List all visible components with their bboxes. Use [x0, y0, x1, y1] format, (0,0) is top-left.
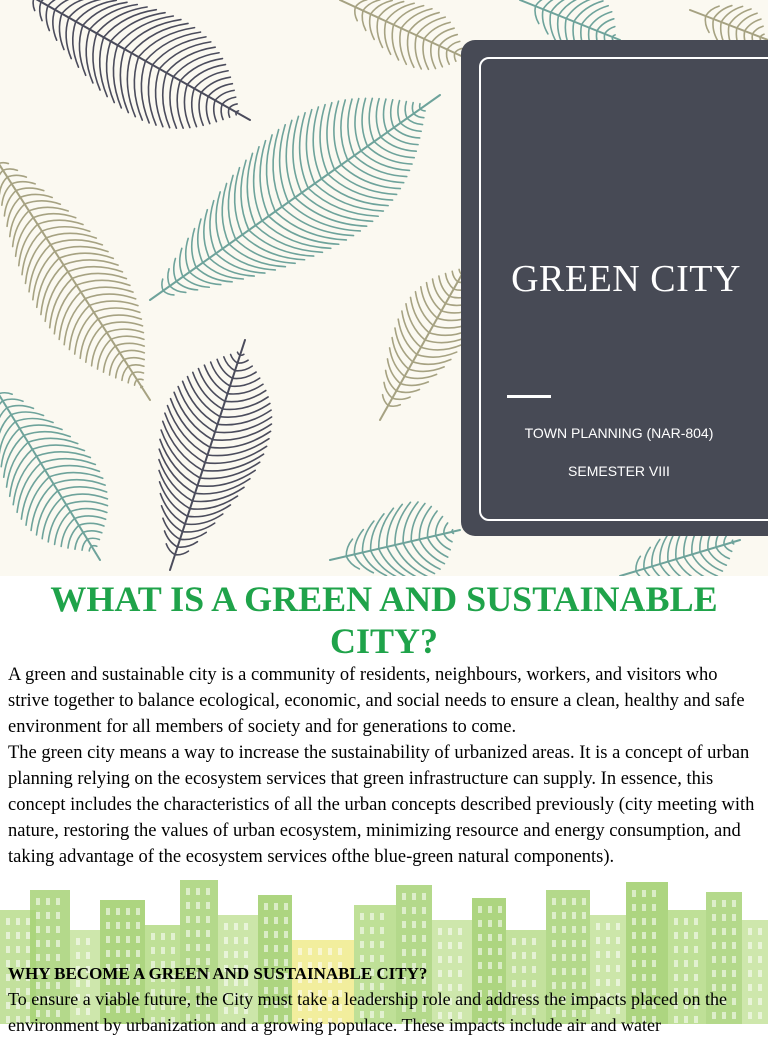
building-window	[338, 948, 342, 955]
building-window	[552, 926, 556, 933]
building-window	[758, 956, 762, 963]
building-window	[732, 956, 736, 963]
building-window	[562, 926, 566, 933]
building-window	[402, 907, 406, 914]
building-window	[380, 913, 384, 920]
building-window	[522, 938, 526, 945]
building-window	[26, 946, 30, 953]
building-window	[412, 907, 416, 914]
building-window	[196, 902, 200, 909]
section-heading: WHAT IS A GREEN AND SUSTAINABLE CITY?	[50, 579, 718, 661]
building-window	[632, 960, 636, 967]
building-window	[552, 968, 556, 975]
building-window	[206, 930, 210, 937]
building-window	[488, 976, 492, 983]
building-window	[16, 946, 20, 953]
building-window	[116, 922, 120, 929]
building-window	[136, 922, 140, 929]
building-window	[582, 940, 586, 947]
building-window	[694, 960, 698, 967]
building-window	[632, 918, 636, 925]
building-window	[126, 908, 130, 915]
building-window	[274, 917, 278, 924]
building-window	[422, 949, 426, 956]
building-window	[722, 970, 726, 977]
building-window	[712, 914, 716, 921]
why-paragraph: To ensure a viable future, the City must take a leadership role and address the impacts placed on the environment by urbanization and a growing populace. These impacts include air and water	[8, 989, 727, 1035]
building-window	[572, 912, 576, 919]
building-window	[616, 923, 620, 930]
building-window	[478, 934, 482, 941]
building-window	[748, 970, 752, 977]
building-window	[674, 932, 678, 939]
building-window	[274, 931, 278, 938]
building-window	[478, 906, 482, 913]
paragraph-concept: The green city means a way to increase the sustainability of urbanized areas. It is a concept of urban planning relying on the ecosystem services that green infrastructure can supply. In essence, this concept includes the characteristics of all the urban concepts described previously (city meeting with nature, restoring the values of urban ecosystem, minimizing resource and energy consumption, and taking advantage of the ecosystem services ofthe blue-green natural components).	[8, 743, 755, 867]
building-window	[616, 979, 620, 986]
building-window	[488, 920, 492, 927]
building-window	[360, 941, 364, 948]
building-window	[422, 893, 426, 900]
building-window	[186, 916, 190, 923]
building-window	[732, 900, 736, 907]
building-window	[422, 907, 426, 914]
building-window	[284, 931, 288, 938]
building-window	[732, 928, 736, 935]
building-window	[722, 900, 726, 907]
building-window	[46, 912, 50, 919]
building-window	[606, 979, 610, 986]
building-window	[684, 946, 688, 953]
building-window	[562, 954, 566, 961]
building-window	[370, 913, 374, 920]
building-window	[488, 906, 492, 913]
building-window	[116, 936, 120, 943]
building-window	[552, 940, 556, 947]
building-window	[380, 955, 384, 962]
building-window	[712, 928, 716, 935]
building-window	[488, 934, 492, 941]
building-window	[652, 890, 656, 897]
building-window	[632, 932, 636, 939]
building-window	[674, 960, 678, 967]
building-window	[161, 933, 165, 940]
building-window	[56, 926, 60, 933]
building-window	[56, 940, 60, 947]
feather-leaf	[340, 0, 470, 69]
paragraph-definition: A green and sustainable city is a community of residents, neighbours, workers, and visitors who strive together to balance ecological, economic, and social needs to ensure a clean, healthy and safe environment for all members of society and for generations to come.	[8, 665, 745, 737]
building-window	[694, 932, 698, 939]
building-window	[380, 927, 384, 934]
building-window	[402, 935, 406, 942]
building-window	[186, 902, 190, 909]
building-window	[186, 944, 190, 951]
building-window	[46, 898, 50, 905]
building-window	[582, 954, 586, 961]
building-window	[478, 962, 482, 969]
building-window	[380, 941, 384, 948]
building-window	[264, 931, 268, 938]
building-window	[284, 903, 288, 910]
building-window	[684, 918, 688, 925]
building-window	[732, 914, 736, 921]
feather-leaf	[0, 150, 150, 400]
building-window	[512, 966, 516, 973]
building-window	[328, 948, 332, 955]
building-window	[478, 976, 482, 983]
building-window	[722, 942, 726, 949]
why-heading: WHY BECOME A GREEN AND SUSTAINABLE CITY?	[8, 964, 428, 983]
building-window	[274, 945, 278, 952]
building-window	[412, 921, 416, 928]
building-window	[402, 949, 406, 956]
building-window	[552, 954, 556, 961]
building-window	[16, 918, 20, 925]
building-window	[572, 968, 576, 975]
building-window	[632, 946, 636, 953]
building-window	[582, 912, 586, 919]
building-window	[244, 923, 248, 930]
building-window	[298, 948, 302, 955]
building-window	[712, 900, 716, 907]
feather-leaf	[0, 380, 107, 560]
title-card	[461, 40, 768, 536]
building-window	[722, 956, 726, 963]
building-window	[642, 932, 646, 939]
building-window	[596, 951, 600, 958]
building-window	[498, 976, 502, 983]
building-window	[422, 921, 426, 928]
building-window	[616, 951, 620, 958]
building-window	[562, 940, 566, 947]
building-window	[532, 952, 536, 959]
building-window	[478, 948, 482, 955]
building-window	[438, 956, 442, 963]
building-window	[458, 928, 462, 935]
building-window	[36, 912, 40, 919]
building-window	[642, 960, 646, 967]
building-window	[748, 942, 752, 949]
building-window	[652, 918, 656, 925]
building-window	[572, 898, 576, 905]
building-window	[512, 952, 516, 959]
building-window	[606, 923, 610, 930]
building-window	[136, 950, 140, 957]
building-window	[412, 893, 416, 900]
building-window	[674, 946, 678, 953]
building-window	[616, 937, 620, 944]
building-window	[438, 970, 442, 977]
building-window	[642, 904, 646, 911]
building-window	[412, 949, 416, 956]
building-window	[758, 942, 762, 949]
building-window	[16, 932, 20, 939]
building-window	[186, 930, 190, 937]
building-window	[151, 933, 155, 940]
building-window	[522, 966, 526, 973]
building-window	[582, 968, 586, 975]
building-window	[694, 946, 698, 953]
building-window	[572, 926, 576, 933]
building-window	[234, 923, 238, 930]
building-window	[308, 948, 312, 955]
building-window	[116, 908, 120, 915]
building-window	[136, 908, 140, 915]
building-window	[412, 935, 416, 942]
building-window	[370, 955, 374, 962]
building-window	[264, 917, 268, 924]
building-window	[596, 979, 600, 986]
building-window	[652, 932, 656, 939]
building-window	[196, 916, 200, 923]
building-window	[532, 938, 536, 945]
building-window	[642, 918, 646, 925]
building-window	[360, 927, 364, 934]
building-window	[224, 937, 228, 944]
building-window	[632, 904, 636, 911]
building-window	[596, 923, 600, 930]
building-window	[6, 932, 10, 939]
building-window	[106, 950, 110, 957]
building-window	[632, 890, 636, 897]
building-window	[488, 948, 492, 955]
cover-title: GREEN CITY	[511, 258, 741, 300]
title-card-border	[479, 57, 768, 521]
building-window	[652, 974, 656, 981]
building-window	[284, 945, 288, 952]
building-window	[488, 962, 492, 969]
building-window	[562, 898, 566, 905]
building-window	[360, 955, 364, 962]
building-window	[684, 974, 688, 981]
building-window	[652, 960, 656, 967]
building-window	[458, 942, 462, 949]
building-window	[136, 936, 140, 943]
building-window	[171, 933, 175, 940]
building-window	[6, 918, 10, 925]
building-window	[478, 920, 482, 927]
building-window	[422, 935, 426, 942]
building-window	[522, 952, 526, 959]
building-window	[712, 970, 716, 977]
building-window	[36, 940, 40, 947]
building-window	[76, 952, 80, 959]
building-window	[196, 888, 200, 895]
building-window	[694, 974, 698, 981]
building-window	[758, 928, 762, 935]
building-window	[498, 920, 502, 927]
building-window	[370, 927, 374, 934]
building-window	[26, 918, 30, 925]
feather-leaf	[380, 260, 473, 420]
building-window	[318, 948, 322, 955]
building-window	[748, 928, 752, 935]
building-window	[498, 948, 502, 955]
building-window	[642, 974, 646, 981]
building-window	[264, 945, 268, 952]
building-window	[274, 903, 278, 910]
building-window	[76, 938, 80, 945]
building-window	[224, 951, 228, 958]
feather-leaf	[330, 502, 460, 576]
building-window	[606, 965, 610, 972]
building-window	[458, 970, 462, 977]
building-window	[126, 922, 130, 929]
building-window	[512, 938, 516, 945]
building-window	[632, 974, 636, 981]
feather-leaf	[159, 340, 272, 570]
building-window	[562, 968, 566, 975]
building-window	[126, 936, 130, 943]
building-window	[498, 962, 502, 969]
building-window	[206, 888, 210, 895]
building-window	[438, 928, 442, 935]
building-window	[46, 926, 50, 933]
building-window	[196, 930, 200, 937]
building-window	[86, 952, 90, 959]
building-window	[712, 956, 716, 963]
building-window	[284, 917, 288, 924]
building-window	[244, 951, 248, 958]
building-window	[532, 966, 536, 973]
building-window	[582, 898, 586, 905]
building-window	[642, 946, 646, 953]
building-window	[684, 932, 688, 939]
building-window	[244, 937, 248, 944]
building-window	[106, 922, 110, 929]
building-window	[402, 893, 406, 900]
building-window	[684, 960, 688, 967]
building-window	[171, 947, 175, 954]
building-window	[674, 974, 678, 981]
building-window	[448, 970, 452, 977]
building-window	[36, 926, 40, 933]
building-window	[498, 906, 502, 913]
building-window	[402, 921, 406, 928]
building-window	[186, 888, 190, 895]
building-window	[46, 940, 50, 947]
building-window	[616, 965, 620, 972]
building-window	[758, 970, 762, 977]
building-window	[86, 938, 90, 945]
building-window	[652, 946, 656, 953]
building-window	[224, 923, 228, 930]
building-window	[458, 956, 462, 963]
building-window	[448, 956, 452, 963]
document-body	[0, 576, 768, 1035]
building-window	[26, 932, 30, 939]
building-window	[370, 941, 374, 948]
building-window	[748, 956, 752, 963]
building-window	[552, 898, 556, 905]
course-label: TOWN PLANNING (NAR-804)	[524, 425, 714, 441]
building-window	[56, 912, 60, 919]
feather-leaf	[150, 95, 440, 300]
building-window	[161, 947, 165, 954]
title-divider	[507, 395, 551, 398]
building-window	[234, 951, 238, 958]
building-window	[732, 970, 736, 977]
building-window	[642, 890, 646, 897]
building-window	[234, 937, 238, 944]
building-window	[562, 912, 566, 919]
building-window	[552, 912, 556, 919]
building-window	[206, 902, 210, 909]
building-window	[36, 898, 40, 905]
building-window	[106, 936, 110, 943]
building-window	[732, 942, 736, 949]
building-window	[6, 946, 10, 953]
building-window	[151, 947, 155, 954]
building-window	[56, 898, 60, 905]
building-window	[596, 937, 600, 944]
building-window	[596, 965, 600, 972]
building-window	[582, 926, 586, 933]
building-window	[126, 950, 130, 957]
building-window	[606, 951, 610, 958]
building-window	[498, 934, 502, 941]
building-window	[196, 944, 200, 951]
building-window	[674, 918, 678, 925]
building-window	[606, 937, 610, 944]
building-window	[694, 918, 698, 925]
building-window	[572, 940, 576, 947]
building-window	[438, 942, 442, 949]
building-window	[652, 904, 656, 911]
building-window	[264, 903, 268, 910]
building-window	[56, 954, 60, 961]
building-window	[572, 954, 576, 961]
building-window	[206, 944, 210, 951]
feather-leaf	[20, 0, 250, 128]
building-window	[712, 942, 716, 949]
building-window	[722, 914, 726, 921]
semester-label: SEMESTER VIII	[568, 463, 670, 479]
building-window	[36, 954, 40, 961]
building-window	[448, 928, 452, 935]
building-window	[448, 942, 452, 949]
building-window	[116, 950, 120, 957]
building-window	[722, 928, 726, 935]
building-window	[206, 916, 210, 923]
building-window	[46, 954, 50, 961]
building-window	[106, 908, 110, 915]
building-window	[360, 913, 364, 920]
